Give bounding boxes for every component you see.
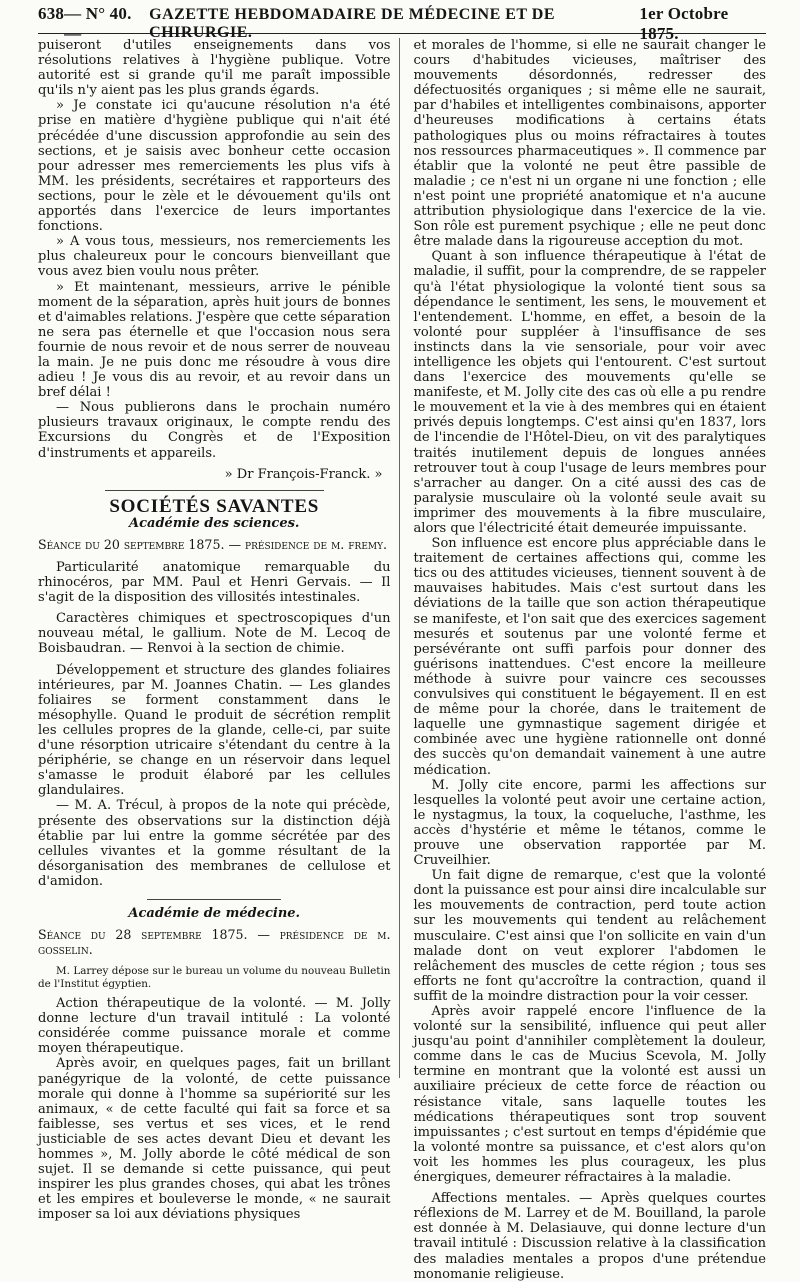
page-number: 638 [38,4,65,23]
paragraph: Affections mentales. — Après quelques courtes réflexions de M. Larrey et de M. Bouilland, la parole est donnée à M. Delasiauve, qui donne lecture d'un travail intitulé : Discussion relative à la classification des maladies mentales a propos d'une prétendue monomanie religieuse. [413,1191,766,1282]
academy-title: Académie de médecine. [128,905,301,921]
paragraph: — M. A. Trécul, à propos de la note qui précède, présente des observations sur la distinction déjà établie par lui entre la gomme sécrétée par des cellules vivantes et la gomme résultant de la désorganisation des membranes de cellulose et d'amidon. [38,798,391,889]
paragraph: et morales de l'homme, si elle ne saurait changer le cours d'habitudes vicieuses, maîtriser des mouvements désordonnés, redresser des défectuosités organiques ; si même elle ne saurait, par d'habiles et intelligentes combinaisons, apporter d'heureuses modifications à certains états pathologiques plus ou moins réfractaires à toutes nos ressources pharmaceutiques ». Il commence par établir que la volonté ne peut être passible de maladie ; ce n'est ni un organe ni une fonction ; elle n'est point une propriété anatomique et n'a aucune attribution physiologique dans l'exercice de la vie. Son rôle est purement psychique ; elle ne peut donc être malade dans la rigoureuse acception du mot. [413,38,766,250]
paragraph: » A vous tous, messieurs, nos remerciements les plus chaleureux pour le concours bienveillant que vous avez bien voulu nous prêter. [38,234,391,280]
section-title: SOCIÉTÉS SAVANTES [109,495,320,517]
academy-title: Académie des sciences. [129,515,300,531]
right-column [413,38,767,1282]
text-columns [38,38,766,1282]
left-column [38,38,400,1223]
paragraph: Particularité anatomique remarquable du rhinocéros, par MM. Paul et Henri Gervais. — Il s'agit de la disposition des villosités intestinales. [38,560,391,606]
paragraph: Action thérapeutique de la volonté. — M. Jolly donne lecture d'un travail intitulé : La volonté considérée comme puissance morale et comme moyen thérapeutique. [38,996,391,1057]
paragraph: Un fait digne de remarque, c'est que la volonté dont la puissance est pour ainsi dire incalculable sur les mouvements de contraction, perd toute action sur les mouvements qui tendent au relâchement musculaire. C'est ainsi que l'on sollicite en vain d'un malade dont on veut explorer l'abdomen le relâchement des muscles de cette région ; tous ses efforts ne font qu'accroître la contraction, quand il suffit de la moindre distraction pour la voir cesser. [413,868,766,1004]
issue-date: 1er Octobre 1875. [639,4,729,43]
paragraph: Son influence est encore plus appréciable dans le traitement de certaines affections qui, comme les tics ou des attitudes vicieuses, tiennent souvent à de mauvaises habitudes. Mais c'est surtout dans les déviations de la taille que son action thérapeutique se manifeste, et l'on sait que des exercices sagement mesurés et soutenus par une volonté ferme et persévérante ont suffi parfois pour donner des guérisons inattendues. C'est encore la meilleure méthode à suivre pour vaincre ces secousses convulsives qui constituent le bégayement. Il en est de même pour la chorée, dans le traitement de laquelle une gymnastique sagement dirigée et combinée avec une hygiène rationnelle ont donné des succès qu'on demandait vainement à une autre médication. [413,536,766,778]
paragraph: M. Jolly cite encore, parmi les affections sur lesquelles la volonté peut avoir une certaine action, le nystagmus, la toux, la coqueluche, l'asthme, les accès d'hystérie et même le tétanos, comme le prouve une observation rapportée par M. Cruveilhier. [413,777,766,869]
paragraph: Quant à son influence thérapeutique à l'état de maladie, il suffit, pour la comprendre, de se rappeler qu'à l'état physiologique la volonté tient sous sa dépendance le sentiment, les sens, le mouvement et l'entendement. L'homme, en effet, a besoin de la volonté pour suppléer à l'insuffisance de ses instincts dans la vie sensoriale, pour voir avec intelligence les objets qui l'entourent. C'est surtout dans l'exercice des mouvements qu'elle se manifeste, et M. Jolly cite des cas où elle a pu rendre le mouvement et la vie à des membres qui en étaient privés depuis longtemps. C'est ainsi qu'en 1837, lors de l'incendie de l'Hôtel-Dieu, on vit des paralytiques traités inutilement depuis de longues années retrouver tout à coup l'usage de leurs membres pour s'arracher au danger. On a cité aussi des cas de paralysie musculaire où la volonté seule avait su imprimer des mouvements à la fibre musculaire, alors que l'électricité était demeurée impuissante. [413,249,766,536]
paragraph: Développement et structure des glandes foliaires intérieures, par M. Joannes Chatin. — Les glandes foliaires se forment constamment dans le mésophylle. Quand le produit de sécrétion remplit les cellules propres de la glande, celle-ci, par suite d'une résorption utricaire s'étendant du centre à la périphérie, se change en un réservoir dans lequel s'amasse le produit élaboré par les cellules glandulaires. [38,662,391,799]
paragraph: » Et maintenant, messieurs, arrive le pénible moment de la séparation, après huit jours de bonnes et d'aimables relations. J'espère que cette séparation ne sera pas éternelle et que l'occasion nous sera fournie de nous revoir et de nous serrer de nouveau la main. Je ne puis donc me résoudre à vous dire adieu ! Je vous dis au revoir, et au revoir dans un bref délai ! [38,279,391,401]
paragraph: — Nous publierons dans le prochain numéro plusieurs travaux originaux, le compte rendu des Excursions du Congrès et de l'Exposition d'instruments et appareils. [38,400,391,461]
session-heading: Séance du 20 septembre 1875. — présidence de m. fremy. [38,536,388,552]
paragraph: Après avoir, en quelques pages, fait un brillant panégyrique de la volonté, de cette puissance morale qui donne à l'homme sa supériorité sur les animaux, « de cette faculté qui fait sa force et sa faiblesse, ses vertus et ses vices, et le rend justiciable de ses actes devant Dieu et devant les hommes », M. Jolly aborde le côté médical de son sujet. Il se demande si cette puissance, qui peut inspirer les plus grandes choses, qui abat les trônes et les empires et bouleverse le monde, « ne saurait imposer sa loi aux déviations physiques [38,1056,391,1223]
divider [147,899,281,900]
signature: » Dr François-Franck. » [224,466,383,482]
paragraph: Après avoir rappelé encore l'influence de la volonté sur la sensibilité, influence qui peut aller jusqu'au point d'annihiler complètement la douleur, comme dans le cas de Mucius Scevola, M. Jolly termine en montrant que la volonté est aussi un auxiliaire précieux de cette force de réaction ou résistance vitale, sans laquelle toutes les médications thérapeutiques sont trop souvent impuissantes ; c'est surtout en temps d'épidémie que la volonté montre sa puissance, et c'est alors qu'on voit les hommes les plus courageux, les plus énergiques, demeurer réfractaires à la maladie. [413,1004,766,1186]
issue-number: — N° 40. — [64,4,132,43]
session-heading: Séance du 28 septembre 1875. — présidence de m. gosselin. [38,927,391,958]
journal-title: GAZETTE HEBDOMADAIRE DE MÉDECINE ET DE CHIRURGIE. [149,6,556,41]
paragraph: Caractères chimiques et spectroscopiques d'un nouveau métal, le gallium. Note de M. Lecoq de Boisbaudran. — Renvoi à la section de chimie. [38,611,391,657]
divider [105,490,324,491]
page-header [38,0,766,43]
paragraph: puiseront d'utiles enseignements dans vos résolutions relatives à l'hygiène publique. Votre autorité est si grande qu'il me paraît impossible qu'ils n'y aient pas les plus grands égards. [38,38,391,99]
note-paragraph: M. Larrey dépose sur le bureau un volume du nouveau Bulletin de l'Institut égyptien. [38,965,391,990]
paragraph: » Je constate ici qu'aucune résolution n'a été prise en matière d'hygiène publique qui n'ait été précédée d'une discussion approfondie au sein des sections, et je saisis avec bonheur cette occasion pour adresser mes remerciements les plus vifs à MM. les présidents, secrétaires et rapporteurs des sections, pour le zèle et le dévouement qu'ils ont apportés dans l'exercice de leurs importantes fonctions. [38,98,391,235]
